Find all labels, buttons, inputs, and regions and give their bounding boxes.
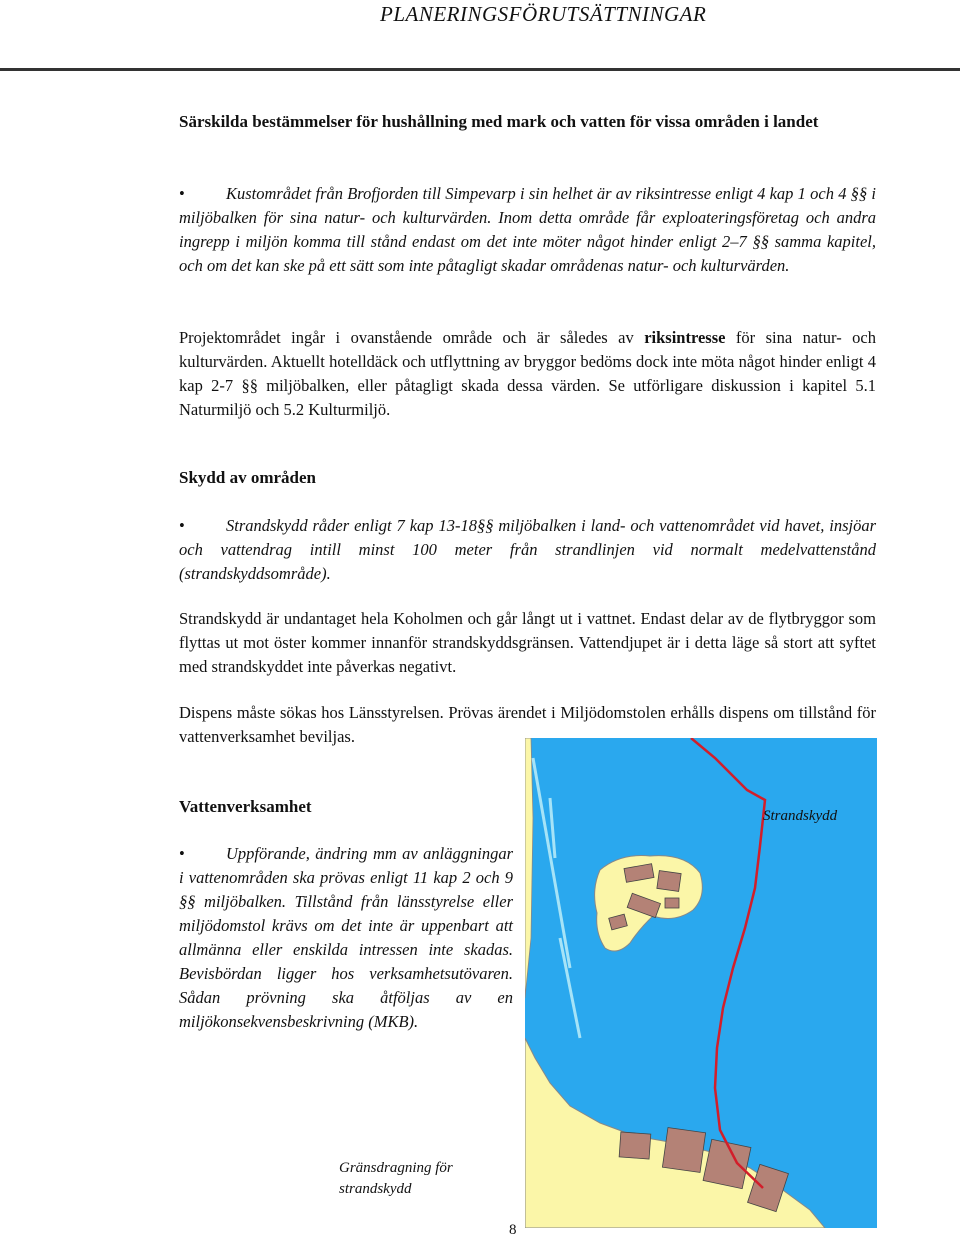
- section-heading-vattenverksamhet: Vattenverksamhet: [179, 797, 312, 816]
- section-heading-riksintresse: Särskilda bestämmelser för hushållning med mark och vatten för vissa områden i landet: [179, 112, 819, 131]
- header-rule: [0, 68, 960, 71]
- paragraph-projektomradet: [179, 326, 876, 422]
- bullet-text: Uppförande, ändring mm av anläggningar i vattenområden ska prövas enligt 11 kap 2 och 9 §§ miljöbalken. Tillstånd från länsstyrelse eller miljödomstol krävs om det inte är uppenbart att allmänna eller enskilda intressen inte skadas. Bevisbördan ligger hos verksamhetsutövaren. Sådan prövning ska åtföljas av en miljökonsekvensbeskrivning (MKB).: [179, 844, 513, 1031]
- bullet-vattenverksamhet: [179, 842, 513, 1034]
- page-number: 8: [509, 1222, 517, 1238]
- section-heading-skydd: Skydd av områden: [179, 468, 316, 487]
- bullet-mark: •: [179, 844, 185, 863]
- running-header: PLANERINGSFÖRUTSÄTTNINGAR: [380, 2, 707, 26]
- bullet-strandskydd: [179, 514, 876, 586]
- para-bold-riksintresse: riksintresse: [644, 328, 726, 347]
- para-text-rest: för sina natur- och kulturvärden. Aktuellt hotelldäck och utflyttning av bryggor bedöms dock inte möta något hinder enligt 4 kap 2-7 §§ miljöbalken, eller påtagligt skada dessa värden. Se utförligare diskussion i kapitel 5.1 Naturmiljö och 5.2 Kulturmiljö.: [179, 328, 876, 419]
- strandskydd-map: [525, 738, 877, 1228]
- para-text: Projektområdet ingår i ovanstående område och är således av: [179, 328, 645, 347]
- bullet-kustomradet: [179, 182, 876, 278]
- map-label-gransdragning: Gränsdragning för strandskydd: [339, 1160, 453, 1197]
- bullet-mark: •: [179, 184, 185, 203]
- bullet-text: Kustområdet från Brofjorden till Simpevarp i sin helhet är av riksintresse enligt 4 kap 1 och 4 §§ i miljöbalken för sina natur- och kulturvärden. Inom detta område får exploateringsföretag och andra ingrepp i miljön komma till stånd endast om det inte möter något hinder enligt 2–7 §§ samma kapitel, och om det kan ske på ett sätt som inte påtagligt skadar områdenas natur- och kulturvärden.: [179, 184, 876, 275]
- paragraph-strandskydd-undantaget: Strandskydd är undantaget hela Koholmen och går långt ut i vattnet. Endast delar av de flytbryggor som flyttas ut mot öster kommer innanför strandskyddsgränsen. Vattendjupet är i detta läge så stort att syftet med strandskyddet inte påverkas negativt.: [179, 609, 876, 676]
- bullet-mark: •: [179, 516, 185, 535]
- paragraph-dispens: Dispens måste sökas hos Länsstyrelsen. Prövas ärendet i Miljödomstolen erhålls dispens om tillstånd för vattenverksamhet beviljas.: [179, 703, 876, 746]
- map-label-strandskydd: Strandskydd: [763, 808, 838, 824]
- bullet-text: Strandskydd råder enligt 7 kap 13-18§§ miljöbalken i land- och vattenområdet vid havet, insjöar och vattendrag intill minst 100 meter från strandlinjen vid normalt medelvattenstånd (strandskyddsområde).: [179, 516, 876, 583]
